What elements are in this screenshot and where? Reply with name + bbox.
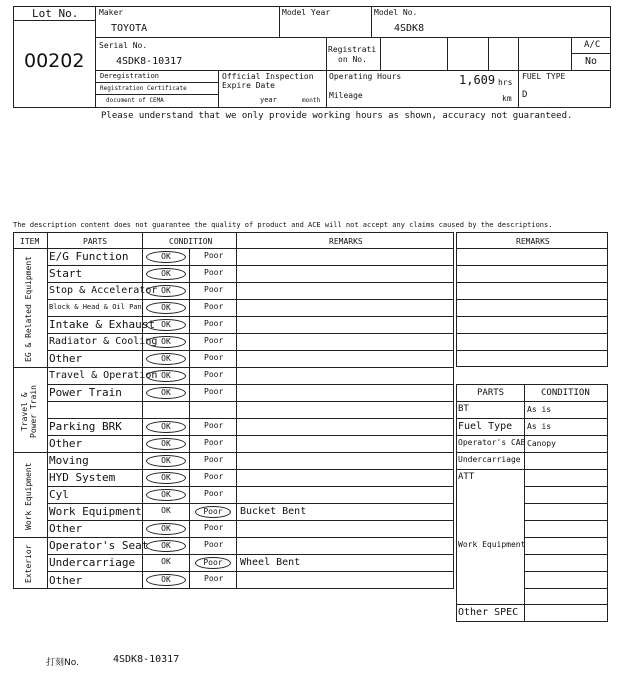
main-row-ok: OK — [146, 438, 186, 450]
model-no-value: 4SDK8 — [394, 23, 425, 34]
month-label: month — [302, 97, 321, 104]
main-row-part: Operator's Seat — [49, 539, 149, 552]
main-row-poor: Poor — [204, 539, 224, 549]
main-row-part: Other — [49, 437, 83, 450]
model-year-label: Model Year — [282, 8, 331, 17]
remarks-header: REMARKS — [329, 237, 363, 246]
main-row-poor: Poor — [204, 369, 224, 379]
side-row-part: Other SPEC — [458, 607, 519, 618]
main-row-poor: Poor — [204, 267, 224, 277]
stamp-value: 4SDK8-10317 — [113, 654, 180, 665]
condition-header: CONDITION — [169, 237, 213, 246]
item-header: ITEM — [20, 237, 40, 246]
main-row-part: Cyl — [49, 488, 69, 501]
main-row-part: Start — [49, 267, 83, 280]
mileage-label: Mileage — [329, 91, 363, 100]
ac-label: A/C — [584, 40, 601, 50]
main-row-poor: Poor — [204, 454, 224, 464]
lot-no-value: 00202 — [24, 50, 85, 72]
operating-hours-value: 1,609 — [459, 73, 496, 87]
side-remarks-header: REMARKS — [516, 237, 550, 246]
main-row-part: Other — [49, 573, 83, 587]
group-label-work: Work Equipment — [24, 462, 33, 530]
main-row-ok: OK — [161, 556, 171, 566]
main-row-remark: Bucket Bent — [240, 505, 307, 517]
parts-header: PARTS — [83, 237, 108, 246]
main-row-ok: OK — [146, 523, 186, 535]
ac-value: No — [585, 56, 598, 67]
main-row-part: Radiator & Cooling — [49, 335, 158, 347]
main-row-poor: Poor — [204, 352, 224, 362]
main-row-ok: OK — [146, 251, 186, 263]
lot-no-label: Lot No. — [32, 7, 79, 20]
official-inspection-label: Official Inspection — [222, 72, 314, 81]
deregistration-label: Deregistration — [100, 72, 160, 80]
main-row-ok: OK — [146, 336, 186, 348]
main-row-poor: Poor — [204, 301, 224, 311]
fuel-type-value: D — [522, 90, 528, 100]
main-row-ok: OK — [146, 268, 186, 280]
group-label-travel: Travel & Power Train — [20, 385, 38, 439]
main-row-poor: Poor — [204, 522, 224, 532]
main-row-part: HYD System — [49, 471, 116, 484]
side-row-part: ATT — [458, 472, 475, 482]
main-row-ok: OK — [146, 302, 186, 314]
main-row-ok: OK — [146, 574, 186, 586]
main-row-part: Undercarriage — [49, 556, 136, 569]
maker-label: Maker — [99, 8, 124, 17]
main-row-poor: Poor — [204, 437, 224, 447]
main-row-poor: Poor — [195, 506, 231, 518]
side-condition-header: CONDITION — [541, 388, 590, 398]
main-row-poor: Poor — [204, 386, 224, 396]
group-label-eg: EG & Related Equipment — [24, 256, 33, 362]
hrs-unit: hrs — [498, 78, 513, 87]
main-row-part: Intake & Exhaust — [49, 318, 155, 331]
registration-label-2: on No. — [338, 55, 367, 64]
operating-hours-label: Operating Hours — [329, 72, 402, 81]
expire-date-label: Expire Date — [222, 81, 275, 90]
main-row-remark: Wheel Bent — [240, 556, 301, 568]
main-row-part: Block & Head & Oil Pan — [49, 303, 142, 311]
main-row-poor: Poor — [195, 557, 231, 569]
stamp-label: 打刻No. — [46, 658, 79, 668]
side-row-condition: As is — [527, 422, 552, 431]
side-row-part: Undercarriage — [458, 455, 521, 464]
main-row-poor: Poor — [204, 420, 224, 430]
main-row-ok: OK — [146, 455, 186, 467]
side-row-condition: As is — [527, 405, 552, 414]
side-row-condition: Canopy — [527, 439, 556, 448]
description-note: The description content does not guarantee the quality of product and ACE will not accept any claims caused by the descriptions. — [13, 221, 553, 229]
main-row-ok: OK — [146, 387, 186, 399]
main-row-ok: OK — [146, 489, 186, 501]
group-label-exterior: Exterior — [24, 544, 33, 584]
main-row-ok: OK — [146, 472, 186, 484]
year-label: year — [260, 96, 277, 104]
main-row-part: Travel & Operation — [49, 369, 158, 381]
main-row-ok: OK — [146, 540, 186, 552]
main-row-part: Parking BRK — [49, 420, 122, 433]
main-row-part: E/G Function — [49, 250, 129, 263]
registration-certificate-label: Registration Certificate — [100, 85, 187, 92]
main-row-poor: Poor — [204, 284, 224, 294]
main-row-poor: Poor — [204, 250, 224, 260]
registration-label: Registrati — [328, 45, 377, 54]
main-row-poor: Poor — [204, 488, 224, 498]
side-parts-header: PARTS — [477, 388, 505, 398]
main-row-ok: OK — [146, 353, 186, 365]
main-row-ok: OK — [146, 421, 186, 433]
side-row-part: Operator's CAB — [458, 438, 526, 447]
main-row-ok: OK — [146, 370, 186, 382]
main-row-ok: OK — [161, 505, 171, 515]
main-row-poor: Poor — [204, 318, 224, 328]
main-row-ok: OK — [146, 285, 186, 297]
side-row-part: Work Equipment — [458, 540, 526, 549]
main-row-poor: Poor — [204, 471, 224, 481]
main-row-part: Stop & Accelerator — [49, 284, 158, 296]
document-cema-label: document of CEMA — [106, 97, 164, 104]
side-row-part: BT — [458, 404, 469, 414]
main-row-poor: Poor — [204, 335, 224, 345]
fuel-type-label: FUEL TYPE — [522, 72, 566, 81]
serial-no-label: Serial No. — [99, 41, 148, 50]
main-row-poor: Poor — [204, 574, 224, 583]
main-row-part: Power Train — [49, 386, 122, 399]
km-unit: km — [502, 94, 512, 103]
model-no-label: Model No. — [374, 8, 418, 17]
main-row-ok: OK — [146, 319, 186, 331]
main-row-part: Other — [49, 352, 83, 365]
main-row-part: Moving — [49, 454, 89, 467]
main-row-part: Work Equipment — [49, 505, 142, 518]
main-row-part: Other — [49, 522, 83, 535]
working-hours-note: Please understand that we only provide working hours as shown, accuracy not guaranteed. — [101, 111, 573, 121]
side-row-part: Fuel Type — [458, 421, 513, 432]
serial-no-value: 4SDK8-10317 — [116, 56, 183, 67]
maker-value: TOYOTA — [111, 23, 148, 34]
